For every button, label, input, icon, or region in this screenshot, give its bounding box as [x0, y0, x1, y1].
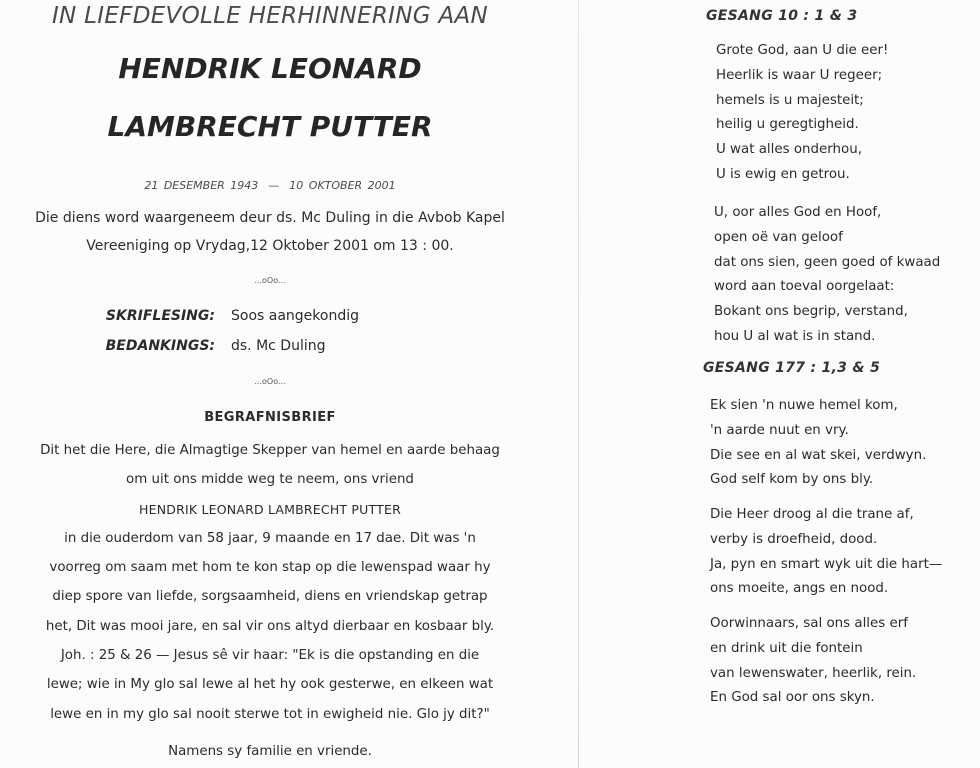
service-line-2: Vereeniging op Vrydag,12 Oktober 2001 om 13 : 00. — [86, 238, 454, 254]
letter-line: het, Dit was mooi jare, en sal vir ons altyd dierbaar en kosbaar bly. — [45, 618, 495, 634]
hymn-line: Grote God, aan U die eer! — [716, 43, 889, 58]
hymn-line: word aan toeval oorgelaat: — [714, 279, 895, 295]
hymn-line: Bokant ons begrip, verstand, — [714, 304, 908, 320]
hymn-line: God self kom by ons bly. — [710, 472, 874, 488]
hymn-1-stanza-1 — [716, 39, 888, 188]
bedankings-value: ds. Mc Duling — [231, 338, 326, 354]
service-line-1: Die diens word waargeneem deur ds. Mc Duling in die Avbob Kapel — [35, 210, 505, 226]
hymn-1-title: GESANG 10 : 1 & 3 — [706, 8, 858, 24]
hymn-line: Ek sien 'n nuwe hemel kom, — [710, 398, 898, 413]
hymn-line: hemels is u majesteit; — [716, 92, 864, 108]
memorial-intro-heading: IN LIEFDEVOLLE HERHINNERING AAN — [51, 3, 489, 29]
hymn-line: Die see en al wat skei, verdwyn. — [710, 447, 927, 463]
letter-line: diep spore van liefde, sorgsaamheid, diens en vriendskap getrap — [52, 589, 488, 605]
hymn-line: ons moeite, angs en nood. — [710, 581, 889, 597]
birth-date: 21 DESEMBER 1943 — [144, 179, 259, 192]
hymn-line: Ja, pyn en smart wyk uit die hart— — [710, 556, 943, 572]
hymn-line: dat ons sien, geen goed of kwaad — [714, 254, 941, 270]
letter-line: HENDRIK LEONARD LAMBRECHT PUTTER — [139, 501, 401, 517]
hymn-2-title: GESANG 177 : 1,3 & 5 — [703, 360, 881, 376]
deceased-name-line-2: LAMBRECHT PUTTER — [107, 110, 433, 143]
hymn-line: en drink uit die fontein — [710, 640, 863, 656]
hymn-1-stanza-2 — [714, 201, 940, 350]
letter-line: Dit het die Here, die Almagtige Skepper van hemel en aarde behaag — [40, 443, 500, 458]
separator-ornament-1: ...oOo... — [254, 276, 286, 285]
page-fold-divider — [578, 0, 579, 768]
skriflesing-row — [0, 308, 540, 324]
hymn-2-stanza-1 — [710, 394, 926, 493]
hymn-line: hou U al wat is in stand. — [714, 328, 876, 344]
death-date: 10 OKTOBER 2001 — [289, 179, 396, 192]
hymn-2-stanza-2 — [710, 503, 942, 602]
hymn-line: Heerlik is waar U regeer; — [716, 67, 883, 83]
letter-line: lewe; wie in My glo sal lewe al het hy ook gesterwe, en elkeen wat — [46, 677, 494, 693]
hymn-line: Die Heer droog al die trane af, — [710, 507, 914, 522]
letter-line: lewe en in my glo sal nooit sterwe tot in ewigheid nie. Glo jy dit?" — [50, 706, 490, 722]
letter-line: Joh. : 25 & 26 — Jesus sê vir haar: "Ek is die opstanding en die — [60, 648, 480, 664]
funeral-letter-title: BEGRAFNISBRIEF — [204, 410, 336, 425]
right-page — [700, 0, 980, 768]
bedankings-row — [0, 338, 540, 354]
hymn-line: van lewenswater, heerlik, rein. — [710, 665, 917, 681]
letter-line: om uit ons midde weg te neem, ons vriend — [126, 472, 414, 488]
service-details — [0, 204, 540, 260]
hymn-line: 'n aarde nuut en vry. — [710, 422, 849, 438]
hymn-line: heilig u geregtigheid. — [716, 117, 859, 133]
skriflesing-label: SKRIFLESING: — [105, 308, 215, 324]
hymn-line: U wat alles onderhou, — [716, 142, 862, 158]
hymn-line: En God sal oor ons skyn. — [710, 690, 875, 706]
hymn-line: verby is droefheid, dood. — [710, 531, 878, 547]
hymn-line: U is ewig en getrou. — [716, 166, 850, 182]
funeral-letter-body — [0, 436, 540, 729]
bedankings-label: BEDANKINGS: — [105, 338, 215, 354]
letter-line: in die ouderdom van 58 jaar, 9 maande en 17 dae. Dit was 'n — [64, 530, 476, 546]
letter-line: voorreg om saam met hom te kon stap op die lewenspad waar hy — [49, 560, 491, 576]
hymn-line: U, oor alles God en Hoof, — [714, 205, 882, 220]
hymn-line: open oë van geloof — [714, 229, 843, 245]
hymn-2-stanza-3 — [710, 612, 916, 711]
date-dash: — — [268, 179, 280, 192]
life-dates — [0, 179, 540, 192]
deceased-name-line-1: HENDRIK LEONARD — [118, 52, 422, 85]
signoff: Namens sy familie en vriende. — [168, 744, 372, 759]
hymn-line: Oorwinnaars, sal ons alles erf — [710, 616, 908, 631]
separator-ornament-2: ...oOo... — [254, 377, 286, 386]
skriflesing-value: Soos aangekondig — [231, 308, 360, 324]
